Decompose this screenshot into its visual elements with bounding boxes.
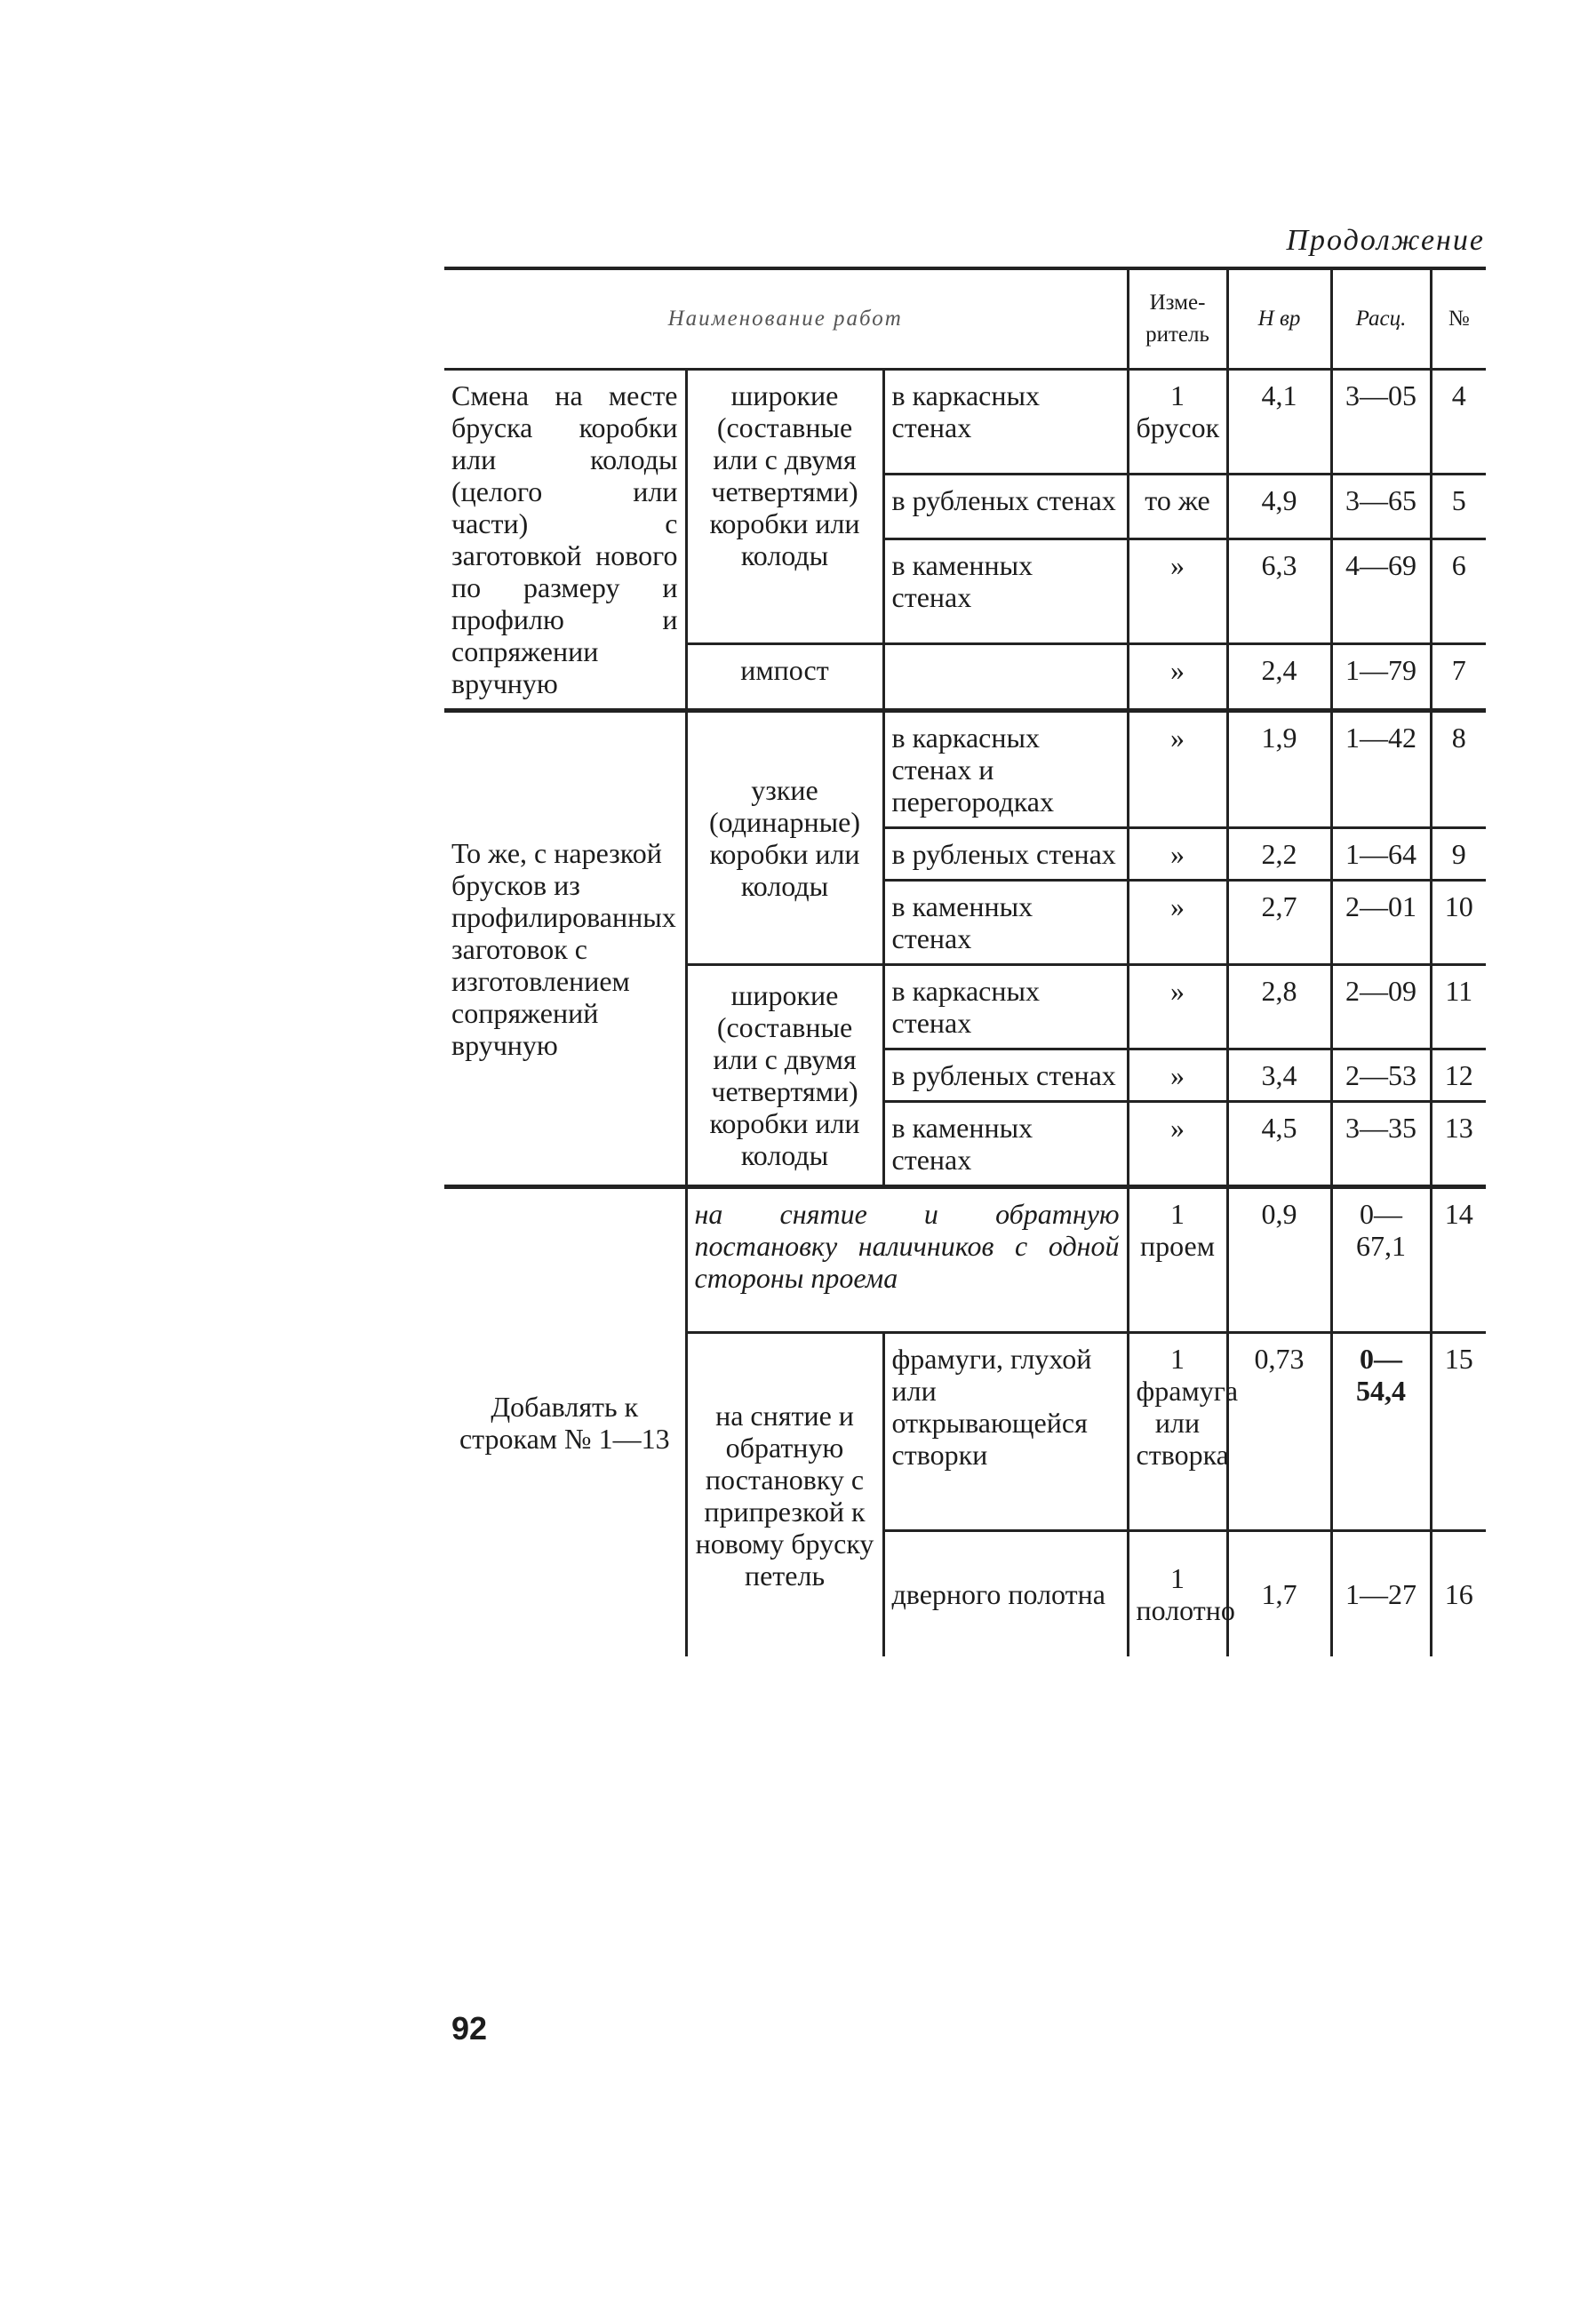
norm-cell: 4,9 (1227, 475, 1331, 539)
section3-name: Добавлять к строкам № 1—13 (444, 1187, 686, 1657)
rate-cell: 2—01 (1331, 881, 1431, 965)
continuation-label: Продолжение (1286, 224, 1485, 257)
section2-group1: узкие (одинарные) коробки или колоды (686, 711, 883, 965)
wall-type: в каркасных стенах (883, 370, 1128, 475)
row-number: 5 (1431, 475, 1486, 539)
section3-group: на снятие и обратную постановку с припрезкой к новому бруску петель (686, 1333, 883, 1657)
norm-cell: 4,1 (1227, 370, 1331, 475)
header-work-name: Наименование работ (444, 268, 1128, 370)
section2-group2: широкие (составные или с двумя четвертями) коробки или колоды (686, 965, 883, 1187)
section2-name: То же, с нарезкой брусков из профилированных заготовок с изготовлением сопряжений вручную (444, 711, 686, 1187)
row-number: 8 (1431, 711, 1486, 828)
norm-cell: 1,7 (1227, 1531, 1331, 1657)
norm-cell: 3,4 (1227, 1049, 1331, 1102)
norm-cell: 4,5 (1227, 1102, 1331, 1187)
row14-description: на снятие и обратную постановку наличников с одной стороны проема (686, 1187, 1128, 1333)
header-rate: Расц. (1331, 268, 1431, 370)
page-number: 92 (451, 2010, 488, 2047)
row-number: 13 (1431, 1102, 1486, 1187)
unit-cell: » (1128, 965, 1227, 1049)
rate-cell: 0—54,4 (1331, 1333, 1431, 1531)
wall-type: в каменных стенах (883, 881, 1128, 965)
wall-type: в каркасных стенах (883, 965, 1128, 1049)
unit-cell: » (1128, 644, 1227, 711)
row-number: 9 (1431, 828, 1486, 881)
row-number: 4 (1431, 370, 1486, 475)
header-norm: Н вр (1227, 268, 1331, 370)
rate-cell: 2—53 (1331, 1049, 1431, 1102)
row-number: 14 (1431, 1187, 1486, 1333)
rate-cell: 2—09 (1331, 965, 1431, 1049)
rate-cell: 1—42 (1331, 711, 1431, 828)
norm-cell: 2,8 (1227, 965, 1331, 1049)
work-norms-table (444, 267, 1486, 1656)
unit-cell: » (1128, 881, 1227, 965)
unit-cell: 1 проем (1128, 1187, 1227, 1333)
wall-type: в рубленых стенах (883, 475, 1128, 539)
row-number: 10 (1431, 881, 1486, 965)
table-header (444, 268, 1486, 370)
row-number: 11 (1431, 965, 1486, 1049)
norm-cell: 2,7 (1227, 881, 1331, 965)
empty-cell (883, 644, 1128, 711)
table-row (444, 711, 1486, 828)
rate-cell: 0—67,1 (1331, 1187, 1431, 1333)
rate-cell: 3—05 (1331, 370, 1431, 475)
row-number: 6 (1431, 539, 1486, 644)
item-cell: дверного полотна (883, 1531, 1128, 1657)
rate-cell: 1—64 (1331, 828, 1431, 881)
header-no: № (1431, 268, 1486, 370)
row-number: 12 (1431, 1049, 1486, 1102)
wall-type: в рубленых стенах (883, 828, 1128, 881)
wall-type: в рубленых стенах (883, 1049, 1128, 1102)
unit-cell: 1 полотно (1128, 1531, 1227, 1657)
norm-cell: 0,9 (1227, 1187, 1331, 1333)
norm-cell: 6,3 (1227, 539, 1331, 644)
unit-cell: то же (1128, 475, 1227, 539)
unit-cell: » (1128, 828, 1227, 881)
unit-cell: » (1128, 1049, 1227, 1102)
unit-cell: » (1128, 711, 1227, 828)
rate-cell: 1—27 (1331, 1531, 1431, 1657)
header-unit: Изме- ритель (1128, 268, 1227, 370)
table-row (444, 370, 1486, 475)
rate-cell: 1—79 (1331, 644, 1431, 711)
row-number: 15 (1431, 1333, 1486, 1531)
unit-cell: » (1128, 539, 1227, 644)
unit-cell: 1 фрамуга или створка (1128, 1333, 1227, 1531)
section1-group: широкие (составные или с двумя четвертями) коробки или колоды (686, 370, 883, 644)
norm-cell: 1,9 (1227, 711, 1331, 828)
row-number: 7 (1431, 644, 1486, 711)
norm-cell: 0,73 (1227, 1333, 1331, 1531)
rate-cell: 4—69 (1331, 539, 1431, 644)
table-row (444, 1187, 1486, 1333)
unit-cell: 1 брусок (1128, 370, 1227, 475)
row-number: 16 (1431, 1531, 1486, 1657)
section1-name: Смена на месте бруска коробки или колоды (целого или части) с заготовкой нового по размеру и профилю и сопряжении вручную (451, 379, 678, 699)
wall-type: в каркасных стенах и перегородках (883, 711, 1128, 828)
norm-cell: 2,4 (1227, 644, 1331, 711)
rate-cell: 3—35 (1331, 1102, 1431, 1187)
wall-type: в каменных стенах (883, 539, 1128, 644)
rate-cell: 3—65 (1331, 475, 1431, 539)
item-cell: фрамуги, глухой или открывающейся створки (883, 1333, 1128, 1531)
wall-type: в каменных стенах (883, 1102, 1128, 1187)
impost-label: импост (686, 644, 883, 711)
unit-cell: » (1128, 1102, 1227, 1187)
norm-cell: 2,2 (1227, 828, 1331, 881)
